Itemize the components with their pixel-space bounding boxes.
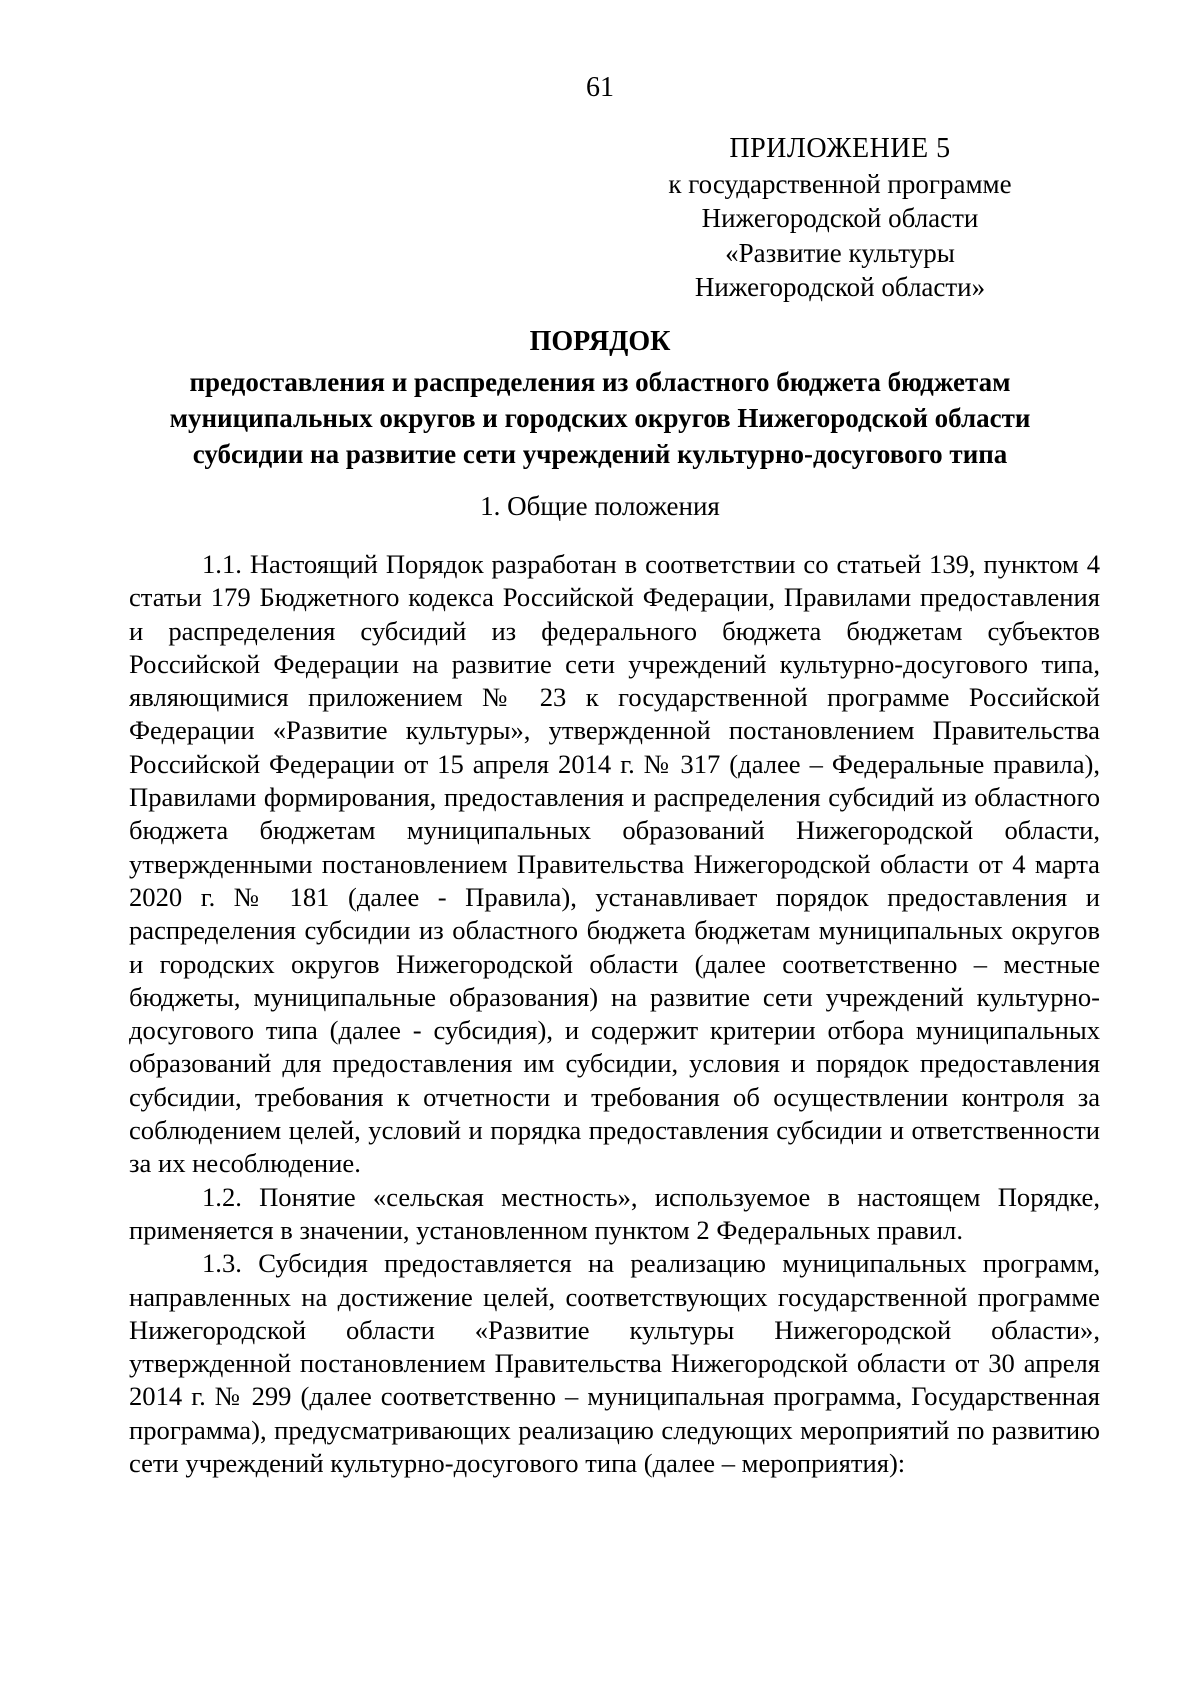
document-subtitle: предоставления и распределения из областного бюджета бюджетам муниципальных округов и городских округов Нижегородской области субсидии на развитие сети учреждений культурно-досугового типа bbox=[169, 367, 1031, 469]
appendix-line: Нижегородской области bbox=[701, 203, 979, 233]
paragraph-1-1: 1.1. Настоящий Порядок разработан в соответствии со статьей 139, пунктом 4 статьи 179 Бюджетного кодекса Российской Федерации, Правилами предоставления и распределения субсидий из федерального бюджета бюджетам субъектов Российской Федерации на развитие сети учреждений культурно-досугового типа, являющимися приложением № 23 к государственной программе Российской Федерации «Развитие культуры», утвержденной постановлением Правительства Российской Федерации от 15 апреля 2014 г. № 317 (далее – Федеральные правила), Правилами формирования, предоставления и распределения субсидий из областного бюджета бюджетам муниципальных образований Нижегородской области, утвержденными постановлением Правительства Нижегородской области от 4 марта 2020 г. № 181 (далее - Правила), устанавливает порядок предоставления и распределения субсидии из областного бюджета бюджетам муниципальных округов и городских округов Нижегородской области (далее соответственно – местные бюджеты, муниципальные образования) на развитие сети учреждений культурно-досугового типа (далее - субсидия), и содержит критерии отбора муниципальных образований для предоставления им субсидии, условия и порядок предоставления субсидии, требования к отчетности и требования об осуществлении контроля за соблюдением целей, условий и порядка предоставления субсидии и ответственности за их несоблюдение. bbox=[129, 549, 1100, 1179]
appendix-title: ПРИЛОЖЕНИЕ 5 bbox=[729, 133, 951, 164]
page-number: 61 bbox=[586, 72, 614, 103]
document-body bbox=[129, 548, 1100, 1480]
appendix-line: к государственной программе bbox=[668, 168, 1012, 199]
appendix-line: «Развитие культуры bbox=[725, 237, 955, 268]
paragraph-1-3: 1.3. Субсидия предоставляется на реализацию муниципальных программ, направленных на достижение целей, соответствующих государственной программе Нижегородской области «Развитие культуры Нижегородской области», утвержденной постановлением Правительства Нижегородской области от 30 апреля 2014 г. № 299 (далее соответственно – муниципальная программа, Государственная программа), предусматривающих реализацию следующих мероприятий по развитию сети учреждений культурно-досугового типа (далее – мероприятия): bbox=[129, 1248, 1100, 1479]
appendix-line: Нижегородской области» bbox=[694, 272, 986, 302]
section-heading: 1. Общие положения bbox=[480, 491, 720, 521]
paragraph-1-2: 1.2. Понятие «сельская местность», используемое в настоящем Порядке, применяется в значении, установленном пунктом 2 Федеральных правил. bbox=[129, 1181, 1100, 1245]
appendix-block bbox=[630, 132, 1050, 305]
document-title: ПОРЯДОК bbox=[529, 326, 671, 357]
